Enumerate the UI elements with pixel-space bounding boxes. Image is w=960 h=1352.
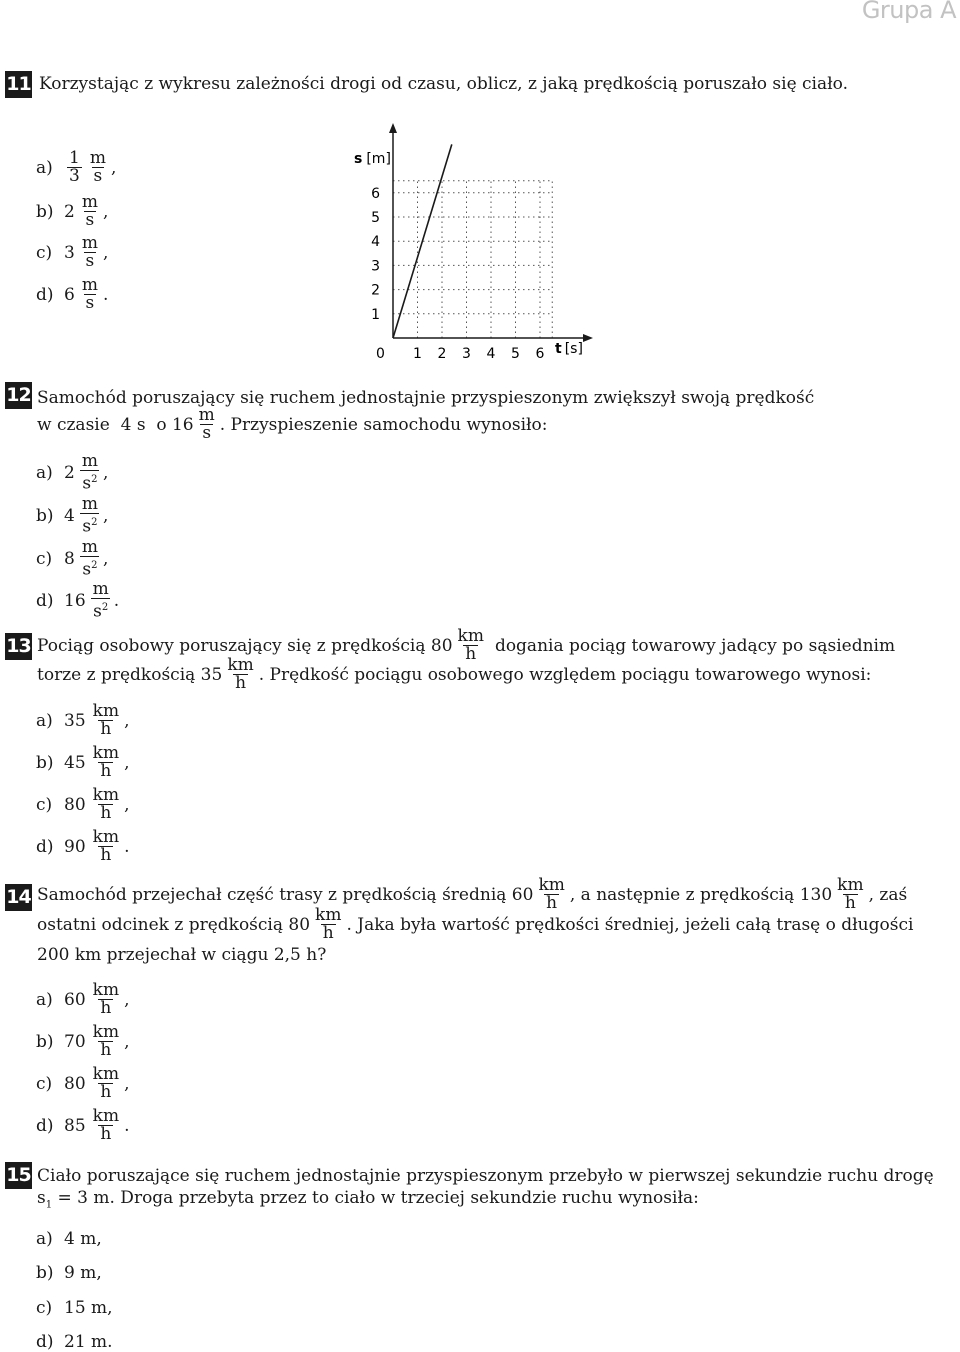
- x-tick-label: 5: [511, 346, 520, 362]
- y-axis-label: s [m]: [354, 151, 391, 167]
- y-axis-arrow: [389, 123, 397, 133]
- y-tick-label: 3: [371, 258, 380, 275]
- question-number-15: 15: [5, 1162, 32, 1189]
- x-axis-arrow: [583, 334, 593, 342]
- q15-option-d[interactable]: d) 21 m.: [36, 1332, 113, 1352]
- group-label: Grupa A: [861, 0, 956, 24]
- q13-option-d[interactable]: d) 90 $\frac{km}{h}$ .: [36, 827, 130, 865]
- q14-option-a[interactable]: a) 60 $\frac{km}{h}$ ,: [36, 980, 130, 1018]
- q11-option-b[interactable]: b) 2 $\frac{m}{s}$ ,: [36, 192, 109, 230]
- q14-option-d[interactable]: d) 85 $\frac{km}{h}$ .: [36, 1106, 130, 1144]
- x-axis-label: t [s]: [555, 341, 583, 357]
- q13-line2: torze z prędkością 35 $\frac{km}{h}$ . Prędkość pociągu osobowego względem pociągu towarowego wynosi:: [37, 655, 872, 693]
- q11-option-a[interactable]: a) $\frac{1}{3}$ $\frac{m}{s}$ ,: [36, 148, 117, 186]
- q12-line1: Samochód poruszający się ruchem jednostajnie przyspieszonym zwiększył swoją prędkość: [37, 388, 815, 408]
- q11-option-d[interactable]: d) 6 $\frac{m}{s}$ .: [36, 275, 109, 313]
- y-tick-label: 1: [371, 306, 380, 323]
- q12-option-c[interactable]: c) 8 $\frac{m}{s^2}$ ,: [36, 537, 109, 580]
- q12-line2: w czasie 4 s o 16 $\frac{m}{s}$ . Przyspieszenie samochodu wynosiło:: [37, 405, 548, 443]
- q15-line1: Ciało poruszające się ruchem jednostajnie przyspieszonym przebyło w pierwszej sekundzie ruchu drogę: [37, 1166, 934, 1186]
- q14-line1: Samochód przejechał część trasy z prędkością średnią 60 $\frac{km}{h}$ , a następnie z prędkością 130 $\frac{km}{h}$ , zaś: [37, 875, 908, 913]
- unit-fraction: $\frac{m}{s}$: [81, 275, 98, 313]
- unit-fraction: $\frac{km}{h}$: [92, 743, 120, 781]
- distance-time-chart: [340, 118, 600, 378]
- q13-option-c[interactable]: c) 80 $\frac{km}{h}$ ,: [36, 785, 130, 823]
- q13-line1: Pociąg osobowy poruszający się z prędkością 80 $\frac{km}{h}$ dogania pociąg towarowy jadący po sąsiednim: [37, 626, 896, 664]
- unit-fraction: $\frac{m}{s^2}$: [92, 579, 109, 622]
- q15-option-c[interactable]: c) 15 m,: [36, 1298, 113, 1318]
- question-number-13: 13: [5, 633, 32, 660]
- x-tick-label: 3: [462, 346, 471, 362]
- unit-fraction: $\frac{km}{h}$: [92, 785, 120, 823]
- unit-fraction: $\frac{km}{h}$: [92, 980, 120, 1018]
- unit-fraction: $\frac{km}{h}$: [92, 1106, 120, 1144]
- origin-label: 0: [376, 346, 385, 362]
- q11-text: Korzystając z wykresu zależności drogi od czasu, oblicz, z jaką prędkością poruszało się ciało.: [39, 74, 848, 94]
- q11-a-value-fraction: $\frac{1}{3}$: [69, 148, 80, 186]
- y-tick-label: 5: [371, 210, 380, 226]
- unit-fraction: $\frac{km}{h}$: [227, 655, 254, 693]
- unit-fraction: $\frac{m}{s^2}$: [81, 537, 98, 580]
- q14-line2: ostatni odcinek z prędkością 80 $\frac{km}{h}$ . Jaka była wartość prędkości średniej, jeżeli całą trasę o długości: [37, 905, 914, 943]
- q11-option-c[interactable]: c) 3 $\frac{m}{s}$ ,: [36, 233, 109, 271]
- unit-fraction: $\frac{km}{h}$: [457, 626, 484, 664]
- y-tick-label: 6: [371, 185, 380, 202]
- q12-option-b[interactable]: b) 4 $\frac{m}{s^2}$ ,: [36, 494, 109, 537]
- q12-option-d[interactable]: d) 16 $\frac{m}{s^2}$ .: [36, 579, 120, 622]
- y-tick-label: 4: [371, 234, 380, 251]
- unit-fraction: $\frac{m}{s}$: [81, 192, 98, 230]
- unit-fraction: $\frac{km}{h}$: [92, 1064, 120, 1102]
- unit-fraction: $\frac{m}{s^2}$: [81, 451, 98, 494]
- series-line: [393, 144, 452, 338]
- unit-fraction: $\frac{m}{s}$: [89, 148, 106, 186]
- y-tick-label: 2: [371, 282, 380, 299]
- unit-fraction: $\frac{km}{h}$: [92, 1022, 120, 1060]
- q15-option-a[interactable]: a) 4 m,: [36, 1229, 102, 1249]
- unit-fraction: $\frac{m}{s}$: [81, 233, 98, 271]
- unit-fraction: $\frac{km}{h}$: [315, 905, 342, 943]
- unit-fraction: $\frac{km}{h}$: [837, 875, 864, 913]
- q14-line3: 200 km przejechał w ciągu 2,5 h?: [37, 945, 327, 965]
- question-number-12: 12: [5, 382, 32, 409]
- q13-option-b[interactable]: b) 45 $\frac{km}{h}$ ,: [36, 743, 130, 781]
- unit-fraction: $\frac{m}{s}$: [198, 405, 215, 443]
- q15-option-b[interactable]: b) 9 m,: [36, 1263, 102, 1283]
- q12-option-a[interactable]: a) 2 $\frac{m}{s^2}$ ,: [36, 451, 109, 494]
- x-tick-label: 2: [437, 346, 447, 362]
- question-number-11: 11: [5, 71, 32, 98]
- unit-fraction: $\frac{km}{h}$: [92, 827, 120, 865]
- question-number-14: 14: [5, 884, 32, 911]
- x-tick-label: 1: [413, 346, 422, 362]
- unit-fraction: $\frac{m}{s^2}$: [81, 494, 98, 537]
- q15-line2: $s_1 = 3$ m. Droga przebyta przez to ciało w trzeciej sekundzie ruchu wynosiła:: [37, 1188, 699, 1211]
- q14-option-b[interactable]: b) 70 $\frac{km}{h}$ ,: [36, 1022, 130, 1060]
- q13-option-a[interactable]: a) 35 $\frac{km}{h}$ ,: [36, 701, 130, 739]
- x-tick-label: 4: [486, 346, 496, 362]
- unit-fraction: $\frac{km}{h}$: [538, 875, 565, 913]
- unit-fraction: $\frac{km}{h}$: [92, 701, 120, 739]
- q14-option-c[interactable]: c) 80 $\frac{km}{h}$ ,: [36, 1064, 130, 1102]
- x-tick-label: 6: [535, 346, 545, 362]
